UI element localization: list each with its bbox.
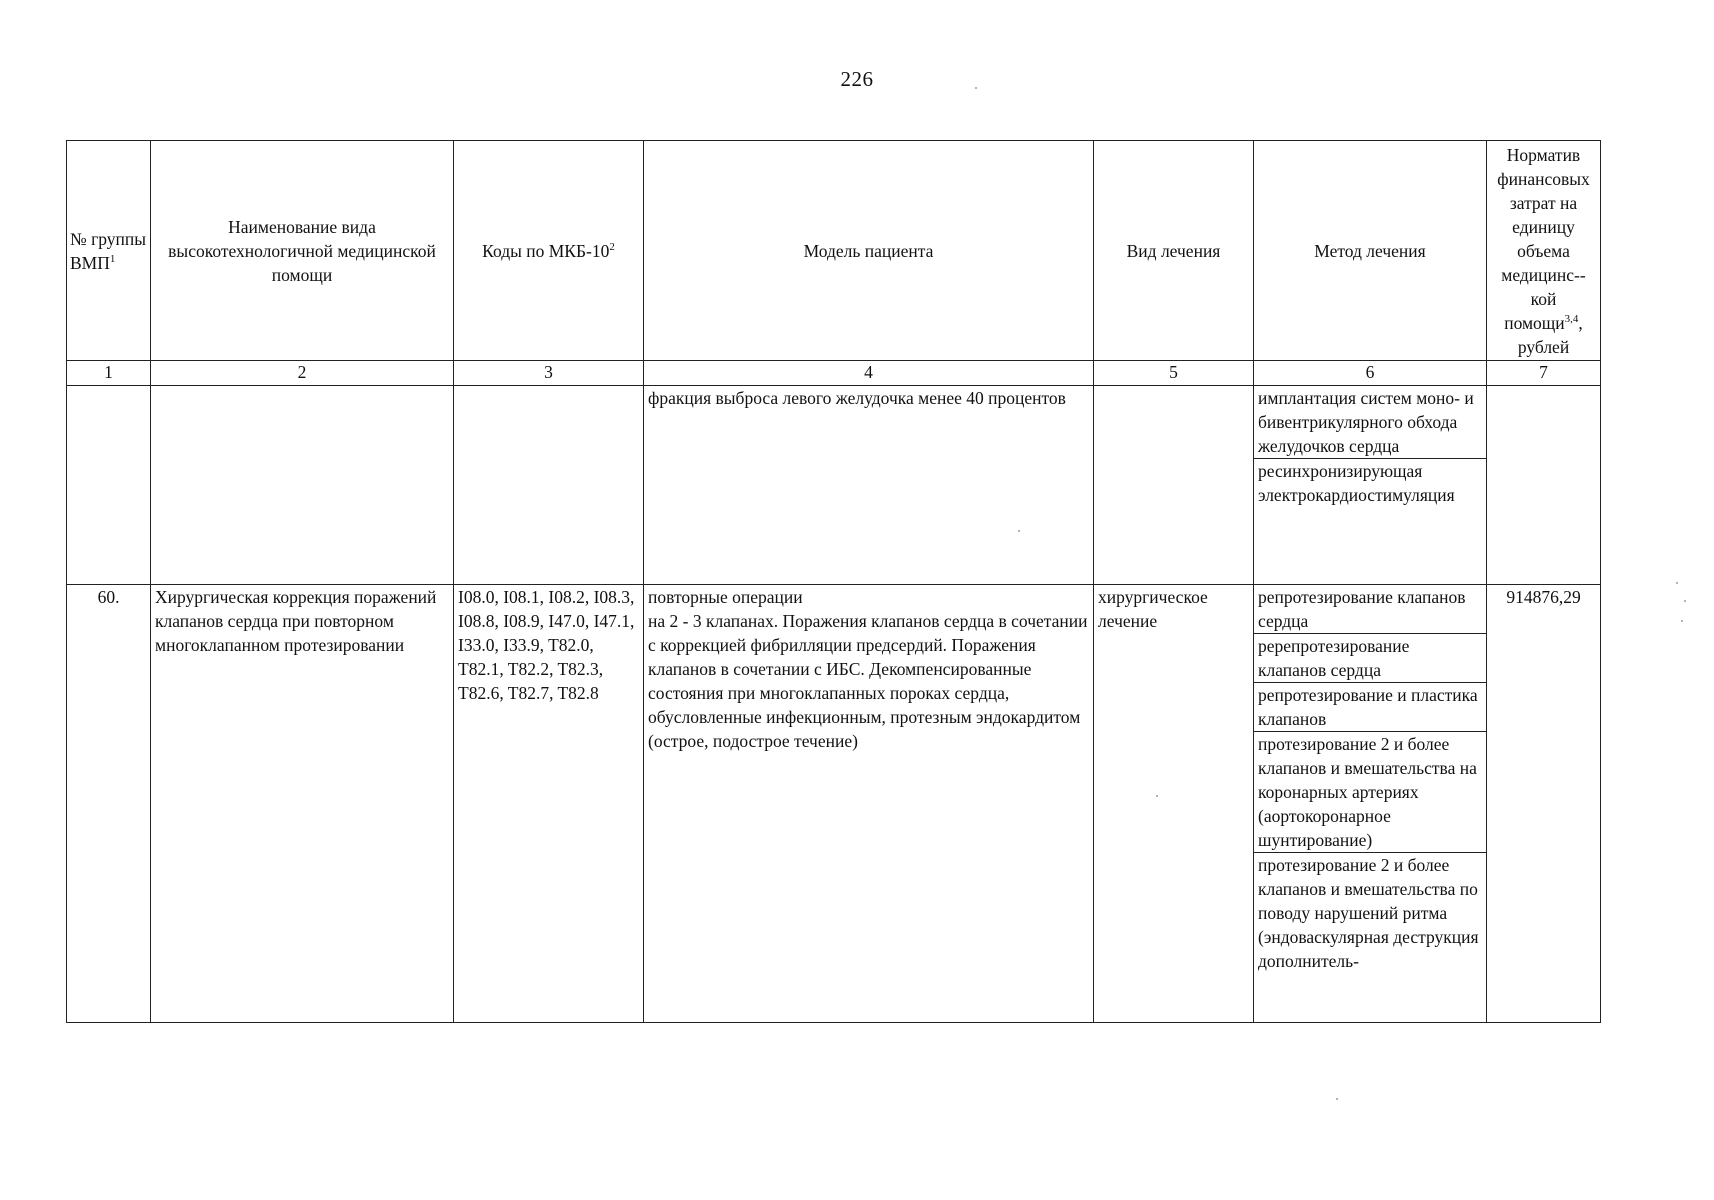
- method-item: протезирование 2 и более клапанов и вмешательства по поводу нарушений ритма (эндоваскулярная деструкция дополнитель-: [1258, 855, 1479, 971]
- cell-methods: [1254, 585, 1487, 1023]
- column-number: 6: [1254, 361, 1487, 386]
- header-group-text: № группы ВМП: [70, 228, 147, 273]
- column-number: 3: [454, 361, 644, 386]
- page-number: 226: [840, 67, 874, 91]
- method-item: протезирование 2 и более клапанов и вмешательства на коронарных артериях (аортокоронарное шунтирование): [1254, 732, 1486, 853]
- header-treatment: Вид лечения: [1094, 141, 1254, 361]
- model-line1: повторные операции: [648, 587, 803, 607]
- column-number: 4: [644, 361, 1094, 386]
- cell-model: [644, 585, 1094, 1023]
- cell-empty: [67, 386, 151, 585]
- scan-speck: [1018, 530, 1020, 532]
- header-cost-suffix: , рублей: [1517, 312, 1583, 357]
- vmp-table: [66, 140, 1601, 1023]
- header-cost-note: 3,4: [1564, 312, 1579, 325]
- column-number: 1: [67, 361, 151, 386]
- cell-cost: 914876,29: [1487, 585, 1601, 1023]
- header-model: Модель пациента: [644, 141, 1094, 361]
- method-item: имплантация систем моно- и бивентрикулярного обхода желудочков сердца: [1254, 386, 1486, 459]
- column-number-row: [67, 361, 1601, 386]
- model-rest: на 2 - 3 клапанах. Поражения клапанов сердца в сочетании с коррекцией фибрилляции предсердий. Поражения клапанов в сочетании с ИБС. Декомпенсированные состояния при многоклапанных пороках сердца, обусловленные инфекционным, протезным эндокардитом (острое, подострое течение): [648, 611, 1088, 751]
- cell-empty: [1094, 386, 1254, 585]
- table-row-continuation: [67, 386, 1601, 585]
- cell-methods: [1254, 386, 1487, 585]
- cell-group: 60.: [67, 585, 151, 1023]
- vmp-table-container: [66, 140, 1600, 1023]
- header-method: Метод лечения: [1254, 141, 1487, 361]
- cell-empty: [151, 386, 454, 585]
- header-cost: [1487, 141, 1601, 361]
- cell-model: фракция выброса левого желудочка менее 40 процентов: [644, 386, 1094, 585]
- header-codes-note: 2: [609, 240, 615, 253]
- cell-treatment: хирургическое лечение: [1094, 585, 1254, 1023]
- column-number: 7: [1487, 361, 1601, 386]
- header-codes: [454, 141, 644, 361]
- cell-name: Хирургическая коррекция поражений клапанов сердца при повторном многоклапанном протезировании: [151, 585, 454, 1023]
- header-group: [67, 141, 151, 361]
- method-item: репротезирование клапанов сердца: [1254, 585, 1486, 634]
- header-row: [67, 141, 1601, 361]
- cell-empty: [454, 386, 644, 585]
- cell-empty: [1487, 386, 1601, 585]
- scan-speck: [1336, 1098, 1338, 1100]
- method-item: ресинхронизирующая электрокардиостимуляция: [1258, 461, 1455, 505]
- method-item: ререпротезирование клапанов сердца: [1254, 634, 1486, 683]
- header-codes-text: Коды по МКБ-10: [482, 240, 610, 261]
- scan-speck: [975, 87, 977, 89]
- scan-speck: [1684, 600, 1686, 602]
- header-name: Наименование вида высокотехнологичной медицинской помощи: [151, 141, 454, 361]
- scan-speck: [1676, 582, 1678, 584]
- scan-speck: [1156, 795, 1158, 797]
- header-group-note: 1: [109, 252, 116, 265]
- scan-speck: [1681, 620, 1683, 622]
- method-item: репротезирование и пластика клапанов: [1254, 683, 1486, 732]
- column-number: 2: [151, 361, 454, 386]
- cell-codes: I08.0, I08.1, I08.2, I08.3, I08.8, I08.9, I47.0, I47.1, I33.0, I33.9, T82.0, T82.1, T82.2, T82.3, T82.6, T82.7, T82.8: [454, 585, 644, 1023]
- table-row-60: [67, 585, 1601, 1023]
- header-cost-text: Норматив финансовых затрат на единицу объема медицинс--кой помощи: [1497, 144, 1590, 333]
- column-number: 5: [1094, 361, 1254, 386]
